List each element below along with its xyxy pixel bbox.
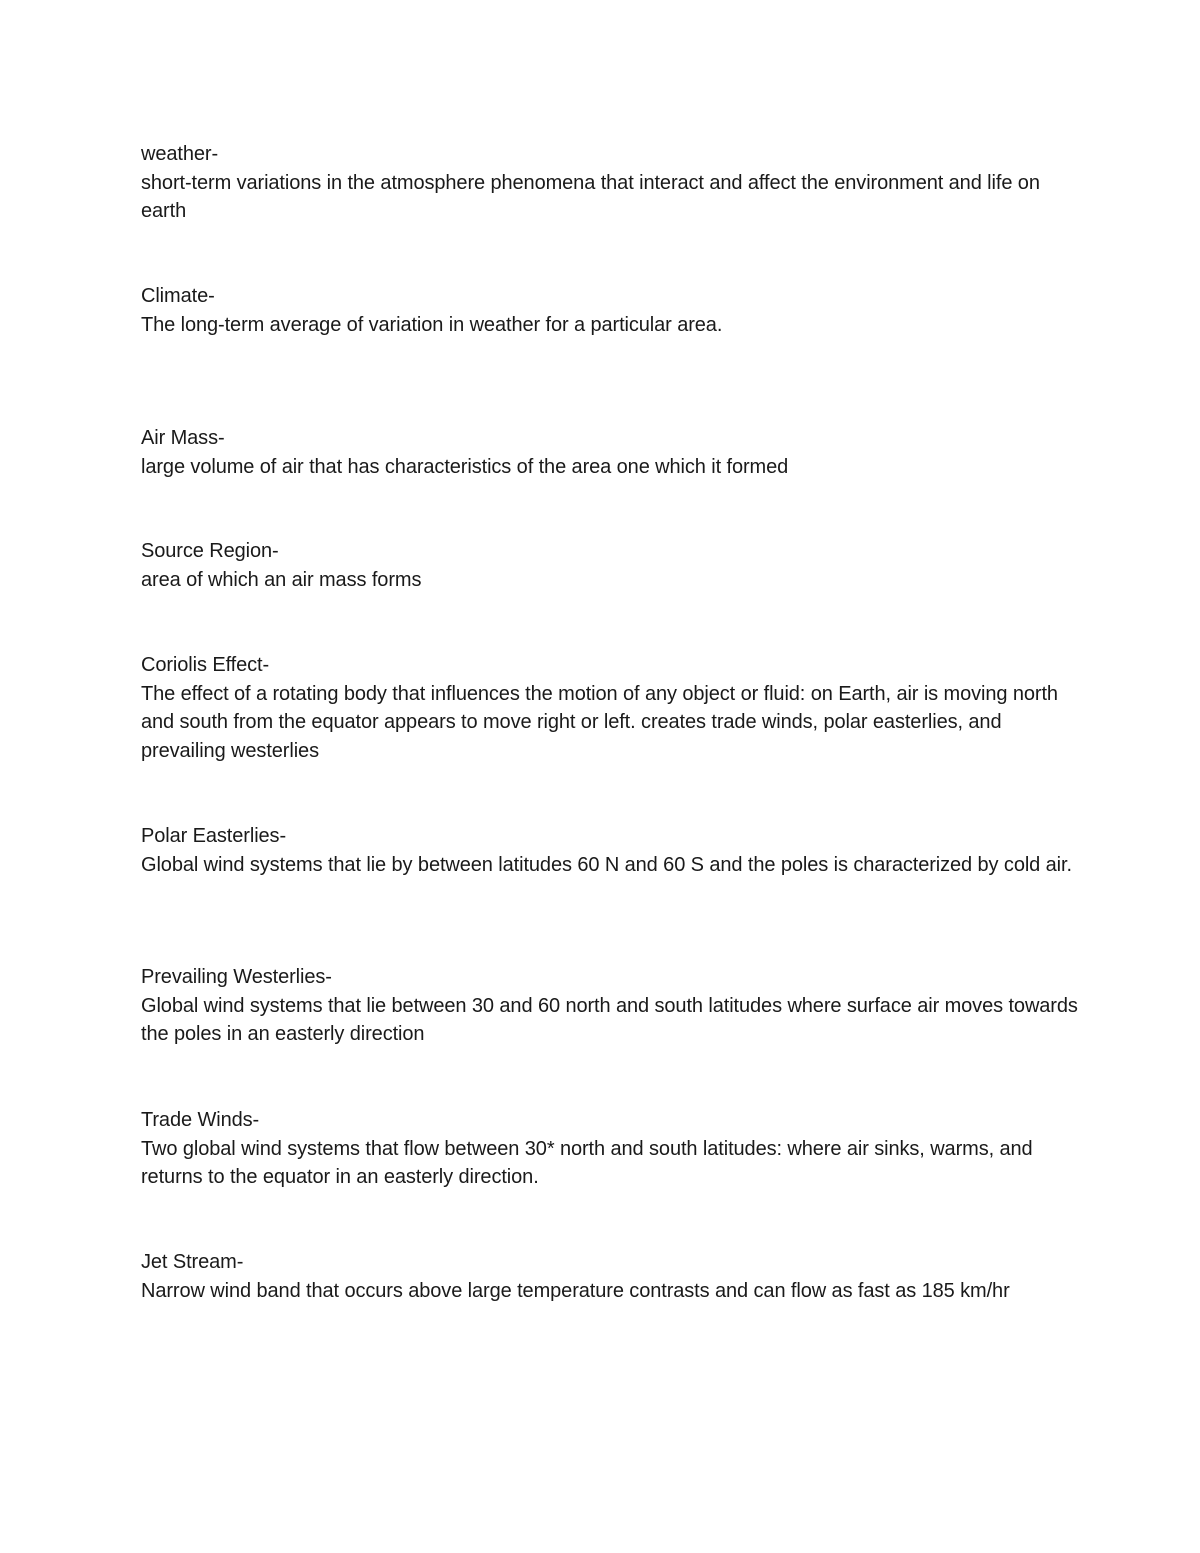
term-label: Jet Stream- bbox=[141, 1251, 244, 1273]
term-definition: The long-term average of variation in weather for a particular area. bbox=[141, 313, 723, 336]
glossary-entry-weather bbox=[141, 140, 1081, 226]
term-label: Coriolis Effect- bbox=[141, 654, 270, 676]
term-definition: The effect of a rotating body that influences the motion of any object or fluid: on Earth, air is moving north and south from the equator appears to move right or left. creates trade winds, polar easterlies, and prevailing westerlies bbox=[141, 682, 1058, 762]
glossary-entry-trade-winds bbox=[141, 1106, 1081, 1192]
term-definition: Global wind systems that lie between 30 and 60 north and south latitudes where surface air moves towards the poles in an easterly direction bbox=[141, 994, 1078, 1045]
term-label: weather- bbox=[141, 143, 219, 165]
term-label: Climate- bbox=[141, 285, 215, 307]
glossary-entry-climate bbox=[141, 282, 1081, 339]
glossary-entry-polar-easterlies bbox=[141, 822, 1081, 879]
term-label: Prevailing Westerlies- bbox=[141, 966, 332, 988]
glossary-entry-prevailing-westerlies bbox=[141, 963, 1081, 1049]
glossary-entry-jet-stream bbox=[141, 1248, 1081, 1305]
glossary-entry-coriolis-effect bbox=[141, 651, 1081, 765]
glossary-entry-air-mass bbox=[141, 424, 1081, 481]
term-definition: Global wind systems that lie by between latitudes 60 N and 60 S and the poles is characterized by cold air. bbox=[141, 853, 1072, 876]
glossary-entry-source-region bbox=[141, 537, 1081, 594]
term-label: Polar Easterlies- bbox=[141, 825, 287, 847]
term-label: Source Region- bbox=[141, 540, 279, 562]
term-label: Air Mass- bbox=[141, 427, 225, 449]
term-label: Trade Winds- bbox=[141, 1109, 260, 1131]
term-definition: short-term variations in the atmosphere phenomena that interact and affect the environment and life on earth bbox=[141, 171, 1040, 222]
term-definition: area of which an air mass forms bbox=[141, 568, 422, 591]
term-definition: Two global wind systems that flow between 30* north and south latitudes: where air sinks, warms, and returns to the equator in an easterly direction. bbox=[141, 1137, 1033, 1188]
term-definition: large volume of air that has characteristics of the area one which it formed bbox=[141, 455, 789, 478]
term-definition: Narrow wind band that occurs above large temperature contrasts and can flow as fast as 185 km/hr bbox=[141, 1279, 1010, 1302]
